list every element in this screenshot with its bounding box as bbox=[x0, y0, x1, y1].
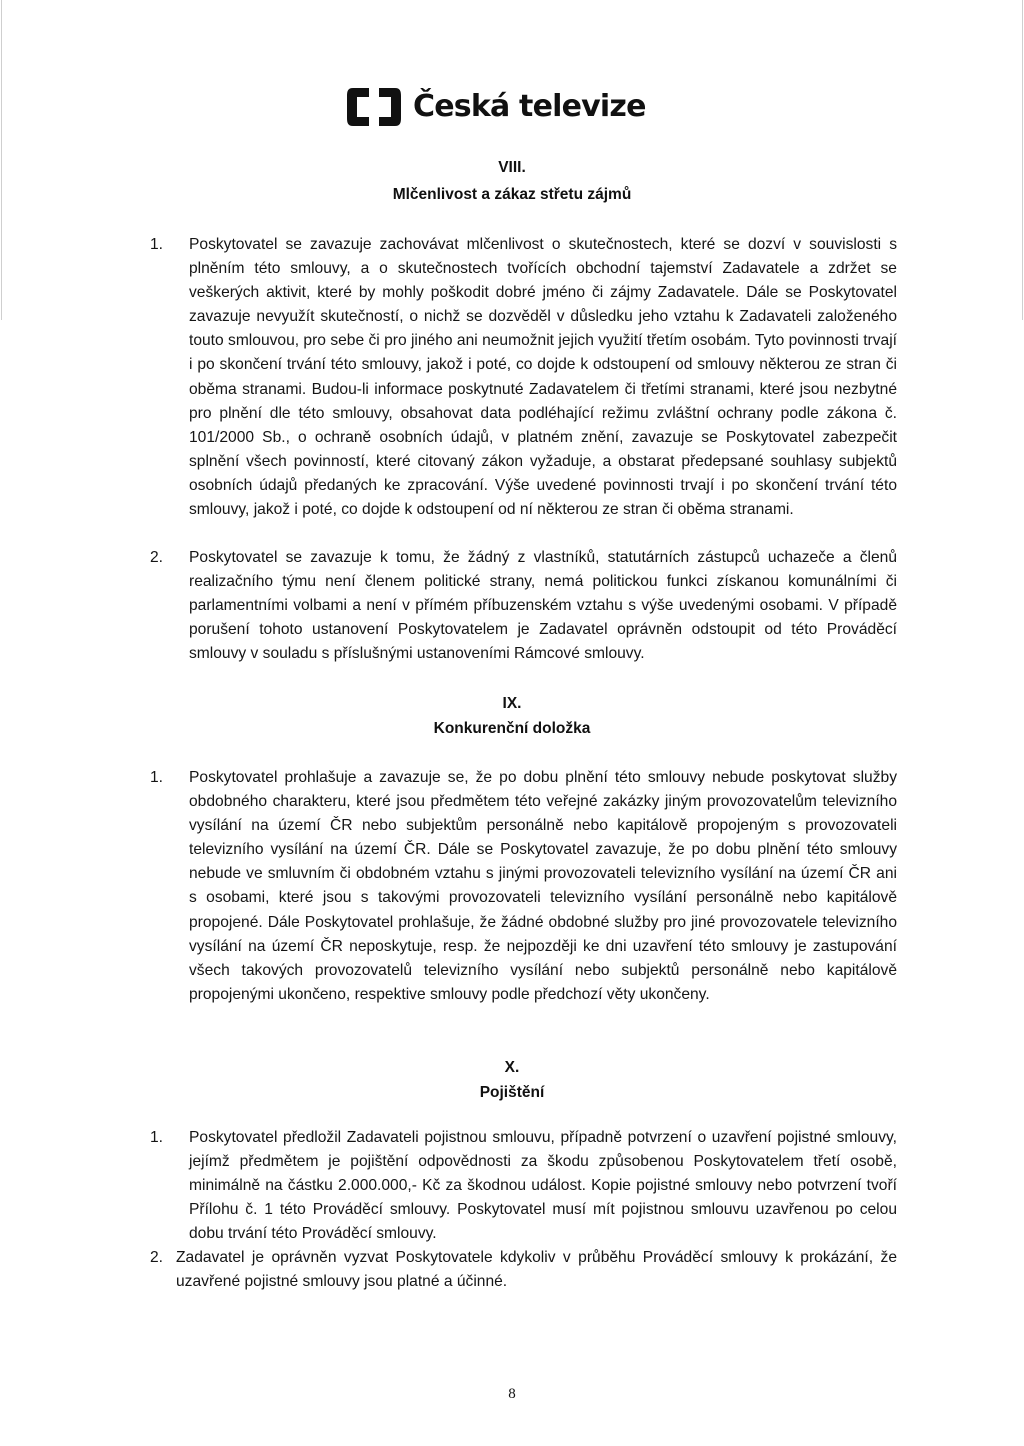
section-8-item-2-text: Poskytovatel se zavazuje k tomu, že žádný z vlastníků, statutárních zástupců uchazeče a členů realizačního týmu není členem politické strany, nemá politickou funkci získanou komunálními či parlamentními volbami a není v přímém příbuzenském vztahu s výše uvedenými osobami. V případě porušení tohoto ustanovení Poskytovatelem je Zadavatel oprávněn odstoupit od této Prováděcí smlouvy v souladu s příslušnými ustanoveními Rámcové smlouvy. bbox=[189, 549, 897, 663]
section-8-number: VIII. bbox=[498, 159, 526, 176]
section-9-item-1-text: Poskytovatel prohlašuje a zavazuje se, že po dobu plnění této smlouvy nebude poskytovat služby obdobného charakteru, které jsou předmětem této veřejné zakázky jiným provozovatelům televizního vysílání na území ČR nebo subjektům personálně nebo kapitálově propojeným s provozovateli televizního vysílání na území ČR. Dále se Poskytovatel zavazuje, že po dobu plnění této smlouvy nebude ve smluvním či obdobném vztahu s jinými provozovateli televizního vysílání na území ČR ani s osobami, které jsou s takovými provozovateli televizního vysílání personálně nebo kapitálově propojené. Dále Poskytovatel prohlašuje, že žádné obdobné služby pro jiné provozovatele televizního vysílání na území ČR neposkytuje, resp. že nejpozději ke dni uzavření této smlouvy je zastupování všech takových provozovatelů televizního vysílání nebo subjektů personálně nebo kapitálově propojenými ukončeno, respektive smlouvy podle předchozí věty ukončeny. bbox=[189, 769, 897, 1003]
section-10-number: X. bbox=[504, 1059, 520, 1076]
ceska-televize-logo bbox=[345, 82, 646, 132]
section-10-item-1-text: Poskytovatel předložil Zadavateli pojistnou smlouvu, případně potvrzení o uzavření pojistné smlouvy, jejímž předmětem je pojištění odpovědnosti za škodu způsobenou Poskytovatelem třetí osobě, minimálně na částku 2.000.000,- Kč za škodnou událost. Kopie pojistné smlouvy nebo potvrzení tvoří Přílohu č. 1 této Prováděcí smlouvy. Poskytovatel musí mít pojistnou smlouvu uzavřenou po celou dobu trvání této Prováděcí smlouvy. bbox=[189, 1129, 897, 1243]
ct-brackets-logo-icon bbox=[345, 84, 403, 130]
section-9-item-1-number: 1. bbox=[150, 769, 164, 786]
section-8-title: Mlčenlivost a zákaz střetu zájmů bbox=[392, 186, 632, 203]
section-9-title: Konkurenční doložka bbox=[433, 720, 591, 737]
logo-wordmark: Česká televize bbox=[413, 89, 646, 124]
section-10-item-2-number: 2. bbox=[150, 1249, 164, 1266]
page-number: 8 bbox=[508, 1386, 516, 1402]
section-9-number: IX. bbox=[502, 695, 522, 712]
section-8-item-2-number: 2. bbox=[150, 549, 164, 566]
section-10-title: Pojištění bbox=[479, 1084, 545, 1101]
section-10-item-2-text: Zadavatel je oprávněn vyzvat Poskytovatele kdykoliv v průběhu Prováděcí smlouvy k prokázání, že uzavřené pojistné smlouvy jsou platné a účinné. bbox=[176, 1249, 897, 1291]
section-10-item-1-number: 1. bbox=[150, 1129, 164, 1146]
section-8-item-1-number: 1. bbox=[150, 236, 164, 253]
section-8-item-1-text: Poskytovatel se zavazuje zachovávat mlčenlivost o skutečnostech, které se dozví v souvislosti s plněním této smlouvy, a o skutečnostech tvořících obchodní tajemství Zadavatele a zdržet se veškerých aktivit, které by mohly poškodit dobré jméno či zájmy Zadavatele. Dále se Poskytovatel zavazuje nevyužít skutečností, o nichž se dozvěděl v důsledku jeho vztahu k Zadavateli založeného touto smlouvou, pro sebe či pro jiného ani neumožnit jejich využití třetím osobám. Tyto povinnosti trvají i po skončení trvání této smlouvy, jakož i poté, co dojde k odstoupení od smlouvy některou ze stran či oběma stranami. Budou-li informace poskytnuté Zadavatelem či třetími stranami, které jsou nezbytné pro plnění dle této smlouvy, obsahovat data podléhající režimu zvláštní ochrany podle zákona č. 101/2000 Sb., o ochraně osobních údajů, v platném znění, zavazuje se Poskytovatel zabezpečit splnění všech povinností, které citovaný zákon vyžaduje, a obstarat předepsané souhlasy subjektů osobních údajů předaných ke zpracování. Výše uvedené povinnosti trvají i po skončení trvání této smlouvy, jakož i poté, co dojde k odstoupení od ní některou ze stran či oběma stranami. bbox=[189, 236, 897, 519]
